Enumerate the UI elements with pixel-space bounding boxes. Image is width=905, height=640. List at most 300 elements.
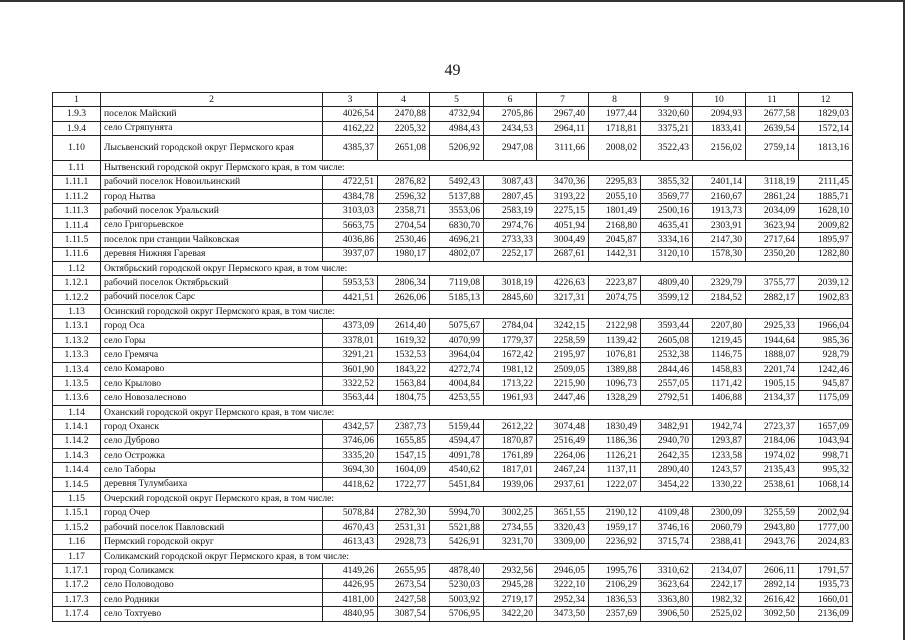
column-number-header: 8 <box>589 93 641 107</box>
row-code: 1.14.1 <box>53 420 101 434</box>
row-code: 1.15.2 <box>53 520 101 534</box>
value-cell: 3569,77 <box>641 189 693 203</box>
table-row <box>53 175 853 189</box>
settlement-name: рабочий поселок Уральский <box>101 204 323 218</box>
value-cell: 2060,79 <box>693 520 746 534</box>
value-cell: 3906,50 <box>641 607 693 621</box>
value-cell: 4162,22 <box>323 121 378 135</box>
value-cell: 1139,42 <box>589 333 641 347</box>
value-cell: 2134,07 <box>693 564 746 578</box>
settlement-name: город Очер <box>101 506 323 520</box>
district-name: Октябрьский городской округ Пермского края, в том числе: <box>101 261 853 275</box>
row-code: 1.14.4 <box>53 463 101 477</box>
value-cell: 2538,61 <box>746 477 799 491</box>
value-cell: 4635,41 <box>641 218 693 232</box>
value-cell: 1833,41 <box>693 121 746 135</box>
value-cell: 2295,83 <box>589 175 641 189</box>
value-cell: 1171,42 <box>693 377 746 391</box>
value-cell: 3746,16 <box>641 520 693 534</box>
value-cell: 2516,49 <box>537 434 589 448</box>
value-cell: 1995,76 <box>589 564 641 578</box>
group-header-row <box>53 305 853 319</box>
value-cell: 2094,93 <box>693 107 746 121</box>
value-cell: 1619,32 <box>378 333 430 347</box>
value-cell: 1939,06 <box>484 477 537 491</box>
row-code: 1.11.2 <box>53 189 101 203</box>
table-row <box>53 420 853 434</box>
row-code: 1.17.2 <box>53 578 101 592</box>
row-code: 1.11.4 <box>53 218 101 232</box>
value-cell: 2583,19 <box>484 204 537 218</box>
row-code: 1.17.3 <box>53 592 101 606</box>
value-cell: 2928,73 <box>378 535 430 549</box>
value-cell: 1547,15 <box>378 448 430 462</box>
settlement-name: село Григорьевское <box>101 218 323 232</box>
table-row <box>53 319 853 333</box>
value-cell: 1655,85 <box>378 434 430 448</box>
value-cell: 2845,60 <box>484 290 537 304</box>
row-code: 1.13 <box>53 305 101 319</box>
district-name: Очерский городской округ Пермского края, в том числе: <box>101 492 853 506</box>
value-cell: 2136,09 <box>799 607 853 621</box>
district-name: Оханский городской округ Пермского края, в том числе: <box>101 405 853 419</box>
value-cell: 3623,64 <box>641 578 693 592</box>
column-number-header: 2 <box>101 93 323 107</box>
value-cell: 1870,87 <box>484 434 537 448</box>
settlement-name: село Крылово <box>101 377 323 391</box>
value-cell: 1885,71 <box>799 189 853 203</box>
value-cell: 3599,12 <box>641 290 693 304</box>
value-cell: 2719,17 <box>484 592 537 606</box>
value-cell: 5185,13 <box>430 290 484 304</box>
row-code: 1.16 <box>53 535 101 549</box>
row-code: 1.9.3 <box>53 107 101 121</box>
value-cell: 3322,52 <box>323 377 378 391</box>
value-cell: 4036,86 <box>323 233 378 247</box>
row-code: 1.17.4 <box>53 607 101 621</box>
value-cell: 1761,89 <box>484 448 537 462</box>
row-code: 1.9.4 <box>53 121 101 135</box>
value-cell: 2705,86 <box>484 107 537 121</box>
value-cell: 1902,83 <box>799 290 853 304</box>
value-cell: 2605,08 <box>641 333 693 347</box>
table-row <box>53 391 853 405</box>
district-name: Осинский городской округ Пермского края, в том числе: <box>101 305 853 319</box>
value-cell: 3593,44 <box>641 319 693 333</box>
row-code: 1.10 <box>53 136 101 161</box>
value-cell: 2275,15 <box>537 204 589 218</box>
row-code: 1.12.1 <box>53 276 101 290</box>
table-row <box>53 564 853 578</box>
value-cell: 3255,59 <box>746 506 799 520</box>
value-cell: 2300,09 <box>693 506 746 520</box>
row-code: 1.12.2 <box>53 290 101 304</box>
value-cell: 2945,28 <box>484 578 537 592</box>
settlement-name: село Комарово <box>101 362 323 376</box>
value-cell: 4670,43 <box>323 520 378 534</box>
value-cell: 3002,25 <box>484 506 537 520</box>
value-cell: 3087,54 <box>378 607 430 621</box>
value-cell: 998,71 <box>799 448 853 462</box>
row-code: 1.13.2 <box>53 333 101 347</box>
value-cell: 2252,17 <box>484 247 537 261</box>
value-cell: 3320,43 <box>537 520 589 534</box>
value-cell: 4878,40 <box>430 564 484 578</box>
table-row <box>53 607 853 621</box>
table-row <box>53 121 853 135</box>
value-cell: 5492,43 <box>430 175 484 189</box>
column-number-header: 1 <box>53 93 101 107</box>
value-cell: 4613,43 <box>323 535 378 549</box>
settlement-name: село Гремяча <box>101 348 323 362</box>
value-cell: 4385,37 <box>323 136 378 161</box>
value-cell: 4026,54 <box>323 107 378 121</box>
value-cell: 2509,05 <box>537 362 589 376</box>
table-row <box>53 520 853 534</box>
value-cell: 2890,40 <box>641 463 693 477</box>
value-cell: 2530,46 <box>378 233 430 247</box>
value-cell: 2258,59 <box>537 333 589 347</box>
value-cell: 2532,38 <box>641 348 693 362</box>
value-cell: 2606,11 <box>746 564 799 578</box>
value-cell: 3074,48 <box>537 420 589 434</box>
value-cell: 1935,73 <box>799 578 853 592</box>
value-cell: 3855,32 <box>641 175 693 189</box>
column-number-header: 3 <box>323 93 378 107</box>
table-row <box>53 189 853 203</box>
table-row <box>53 276 853 290</box>
value-cell: 2717,64 <box>746 233 799 247</box>
settlement-name: поселок Майский <box>101 107 323 121</box>
district-name: Соликамский городской округ Пермского края, в том числе: <box>101 549 853 563</box>
value-cell: 2303,91 <box>693 218 746 232</box>
value-cell: 1779,37 <box>484 333 537 347</box>
value-cell: 945,87 <box>799 377 853 391</box>
table-row <box>53 463 853 477</box>
value-cell: 2329,79 <box>693 276 746 290</box>
value-cell: 7119,08 <box>430 276 484 290</box>
value-cell: 3118,19 <box>746 175 799 189</box>
value-cell: 2974,76 <box>484 218 537 232</box>
value-cell: 1718,81 <box>589 121 641 135</box>
value-cell: 1981,12 <box>484 362 537 376</box>
settlement-name: село Тохтуево <box>101 607 323 621</box>
table-row <box>53 578 853 592</box>
settlement-name: село Родники <box>101 592 323 606</box>
value-cell: 4226,63 <box>537 276 589 290</box>
value-cell: 3422,20 <box>484 607 537 621</box>
value-cell: 1657,09 <box>799 420 853 434</box>
value-cell: 1942,74 <box>693 420 746 434</box>
value-cell: 1672,42 <box>484 348 537 362</box>
value-cell: 4373,09 <box>323 319 378 333</box>
value-cell: 1713,22 <box>484 377 537 391</box>
value-cell: 3378,01 <box>323 333 378 347</box>
value-cell: 1830,49 <box>589 420 641 434</box>
column-number-header: 5 <box>430 93 484 107</box>
table-row <box>53 362 853 376</box>
row-code: 1.17 <box>53 549 101 563</box>
value-cell: 2045,87 <box>589 233 641 247</box>
value-cell: 1282,80 <box>799 247 853 261</box>
value-cell: 1243,57 <box>693 463 746 477</box>
table-row <box>53 333 853 347</box>
value-cell: 2806,34 <box>378 276 430 290</box>
group-header-row <box>53 549 853 563</box>
value-cell: 2034,09 <box>746 204 799 218</box>
value-cell: 4984,43 <box>430 121 484 135</box>
value-cell: 2612,22 <box>484 420 537 434</box>
value-cell: 2952,34 <box>537 592 589 606</box>
row-code: 1.14.2 <box>53 434 101 448</box>
value-cell: 2467,24 <box>537 463 589 477</box>
table-row <box>53 535 853 549</box>
value-cell: 3310,62 <box>641 564 693 578</box>
value-cell: 4722,51 <box>323 175 378 189</box>
table-row <box>53 247 853 261</box>
value-cell: 2557,05 <box>641 377 693 391</box>
value-cell: 3553,06 <box>430 204 484 218</box>
value-cell: 3964,04 <box>430 348 484 362</box>
value-cell: 2236,92 <box>589 535 641 549</box>
value-cell: 2205,32 <box>378 121 430 135</box>
value-cell: 1604,09 <box>378 463 430 477</box>
value-cell: 2651,08 <box>378 136 430 161</box>
value-cell: 3092,50 <box>746 607 799 621</box>
value-cell: 4426,95 <box>323 578 378 592</box>
value-cell: 4840,95 <box>323 607 378 621</box>
row-code: 1.13.1 <box>53 319 101 333</box>
value-cell: 3193,22 <box>537 189 589 203</box>
group-header-row <box>53 261 853 275</box>
value-cell: 2673,54 <box>378 578 430 592</box>
value-cell: 2184,06 <box>746 434 799 448</box>
row-code: 1.11.6 <box>53 247 101 261</box>
value-cell: 2807,45 <box>484 189 537 203</box>
value-cell: 1843,22 <box>378 362 430 376</box>
value-cell: 4802,07 <box>430 247 484 261</box>
value-cell: 1572,14 <box>799 121 853 135</box>
value-cell: 3111,66 <box>537 136 589 161</box>
table-header-row <box>53 93 853 107</box>
value-cell: 2723,37 <box>746 420 799 434</box>
value-cell: 2525,02 <box>693 607 746 621</box>
value-cell: 5159,44 <box>430 420 484 434</box>
table-row <box>53 448 853 462</box>
column-number-header: 9 <box>641 93 693 107</box>
value-cell: 2427,58 <box>378 592 430 606</box>
value-cell: 1829,03 <box>799 107 853 121</box>
value-cell: 2967,40 <box>537 107 589 121</box>
value-cell: 2947,08 <box>484 136 537 161</box>
value-cell: 5078,84 <box>323 506 378 520</box>
value-cell: 1328,29 <box>589 391 641 405</box>
value-cell: 3087,43 <box>484 175 537 189</box>
settlement-name: рабочий поселок Новоильинский <box>101 175 323 189</box>
value-cell: 1628,10 <box>799 204 853 218</box>
value-cell: 1905,15 <box>746 377 799 391</box>
table-row <box>53 136 853 161</box>
value-cell: 2106,29 <box>589 578 641 592</box>
value-cell: 3004,49 <box>537 233 589 247</box>
value-cell: 3217,31 <box>537 290 589 304</box>
value-cell: 1233,58 <box>693 448 746 462</box>
value-cell: 1974,02 <box>746 448 799 462</box>
group-header-row <box>53 405 853 419</box>
table-row <box>53 434 853 448</box>
value-cell: 1068,14 <box>799 477 853 491</box>
value-cell: 3473,50 <box>537 607 589 621</box>
value-cell: 1817,01 <box>484 463 537 477</box>
row-code: 1.17.1 <box>53 564 101 578</box>
value-cell: 2639,54 <box>746 121 799 135</box>
value-cell: 2892,14 <box>746 578 799 592</box>
value-cell: 1791,57 <box>799 564 853 578</box>
value-cell: 1330,22 <box>693 477 746 491</box>
value-cell: 2882,17 <box>746 290 799 304</box>
value-cell: 2434,53 <box>484 121 537 135</box>
value-cell: 3231,70 <box>484 535 537 549</box>
value-cell: 1944,64 <box>746 333 799 347</box>
value-cell: 2401,14 <box>693 175 746 189</box>
value-cell: 5663,75 <box>323 218 378 232</box>
value-cell: 1458,83 <box>693 362 746 376</box>
value-cell: 2626,06 <box>378 290 430 304</box>
value-cell: 4149,26 <box>323 564 378 578</box>
value-cell: 4809,40 <box>641 276 693 290</box>
column-number-header: 12 <box>799 93 853 107</box>
value-cell: 1961,93 <box>484 391 537 405</box>
value-cell: 4696,21 <box>430 233 484 247</box>
settlement-name: деревня Нижняя Гаревая <box>101 247 323 261</box>
value-cell: 2387,73 <box>378 420 430 434</box>
value-cell: 2932,56 <box>484 564 537 578</box>
value-cell: 3482,91 <box>641 420 693 434</box>
value-cell: 2784,04 <box>484 319 537 333</box>
value-cell: 1777,00 <box>799 520 853 534</box>
value-cell: 4004,84 <box>430 377 484 391</box>
value-cell: 4421,51 <box>323 290 378 304</box>
value-cell: 2616,42 <box>746 592 799 606</box>
row-code: 1.15.1 <box>53 506 101 520</box>
value-cell: 5706,95 <box>430 607 484 621</box>
value-cell: 2614,40 <box>378 319 430 333</box>
value-cell: 2156,02 <box>693 136 746 161</box>
column-number-header: 10 <box>693 93 746 107</box>
value-cell: 2264,06 <box>537 448 589 462</box>
value-cell: 2704,54 <box>378 218 430 232</box>
value-cell: 1888,07 <box>746 348 799 362</box>
value-cell: 1982,32 <box>693 592 746 606</box>
value-cell: 2242,17 <box>693 578 746 592</box>
row-code: 1.11.1 <box>53 175 101 189</box>
value-cell: 3937,07 <box>323 247 378 261</box>
value-cell: 5451,84 <box>430 477 484 491</box>
value-cell: 2358,71 <box>378 204 430 218</box>
value-cell: 2168,80 <box>589 218 641 232</box>
value-cell: 3454,22 <box>641 477 693 491</box>
value-cell: 1722,77 <box>378 477 430 491</box>
value-cell: 2223,87 <box>589 276 641 290</box>
value-cell: 2782,30 <box>378 506 430 520</box>
value-cell: 2215,90 <box>537 377 589 391</box>
value-cell: 2861,24 <box>746 189 799 203</box>
value-cell: 1043,94 <box>799 434 853 448</box>
value-cell: 4091,78 <box>430 448 484 462</box>
value-cell: 2009,82 <box>799 218 853 232</box>
settlement-name: рабочий поселок Сарс <box>101 290 323 304</box>
value-cell: 1076,81 <box>589 348 641 362</box>
settlement-name: село Острожка <box>101 448 323 462</box>
value-cell: 2946,05 <box>537 564 589 578</box>
value-cell: 2074,75 <box>589 290 641 304</box>
value-cell: 985,36 <box>799 333 853 347</box>
value-cell: 2184,52 <box>693 290 746 304</box>
value-cell: 6830,70 <box>430 218 484 232</box>
settlement-name: рабочий поселок Павловский <box>101 520 323 534</box>
value-cell: 1293,87 <box>693 434 746 448</box>
value-cell: 1895,97 <box>799 233 853 247</box>
value-cell: 2844,46 <box>641 362 693 376</box>
column-number-header: 4 <box>378 93 430 107</box>
value-cell: 2925,33 <box>746 319 799 333</box>
table-row <box>53 506 853 520</box>
value-cell: 2470,88 <box>378 107 430 121</box>
value-cell: 1660,01 <box>799 592 853 606</box>
value-cell: 1913,73 <box>693 204 746 218</box>
row-code: 1.13.6 <box>53 391 101 405</box>
value-cell: 4181,00 <box>323 592 378 606</box>
value-cell: 1186,36 <box>589 434 641 448</box>
value-cell: 3222,10 <box>537 578 589 592</box>
row-code: 1.13.5 <box>53 377 101 391</box>
value-cell: 3120,10 <box>641 247 693 261</box>
row-code: 1.14.5 <box>53 477 101 491</box>
value-cell: 4384,78 <box>323 189 378 203</box>
value-cell: 3651,55 <box>537 506 589 520</box>
value-cell: 2876,82 <box>378 175 430 189</box>
scan-top-border <box>0 0 905 2</box>
row-code: 1.15 <box>53 492 101 506</box>
value-cell: 2147,30 <box>693 233 746 247</box>
row-code: 1.11.5 <box>53 233 101 247</box>
value-cell: 4051,94 <box>537 218 589 232</box>
settlement-name: рабочий поселок Октябрьский <box>101 276 323 290</box>
value-cell: 1406,88 <box>693 391 746 405</box>
value-cell: 3755,77 <box>746 276 799 290</box>
value-cell: 1389,88 <box>589 362 641 376</box>
row-code: 1.14 <box>53 405 101 419</box>
value-cell: 3018,19 <box>484 276 537 290</box>
value-cell: 2937,61 <box>537 477 589 491</box>
row-code: 1.12 <box>53 261 101 275</box>
value-cell: 2531,31 <box>378 520 430 534</box>
value-cell: 1442,31 <box>589 247 641 261</box>
group-header-row <box>53 492 853 506</box>
value-cell: 1980,17 <box>378 247 430 261</box>
value-cell: 2055,10 <box>589 189 641 203</box>
settlement-name: село Горы <box>101 333 323 347</box>
value-cell: 2734,55 <box>484 520 537 534</box>
value-cell: 1804,75 <box>378 391 430 405</box>
value-cell: 2039,12 <box>799 276 853 290</box>
value-cell: 5206,92 <box>430 136 484 161</box>
value-cell: 3746,06 <box>323 434 378 448</box>
value-cell: 4342,57 <box>323 420 378 434</box>
value-cell: 3563,44 <box>323 391 378 405</box>
settlement-name: село Половодово <box>101 578 323 592</box>
settlement-name: Пермский городской округ <box>101 535 323 549</box>
